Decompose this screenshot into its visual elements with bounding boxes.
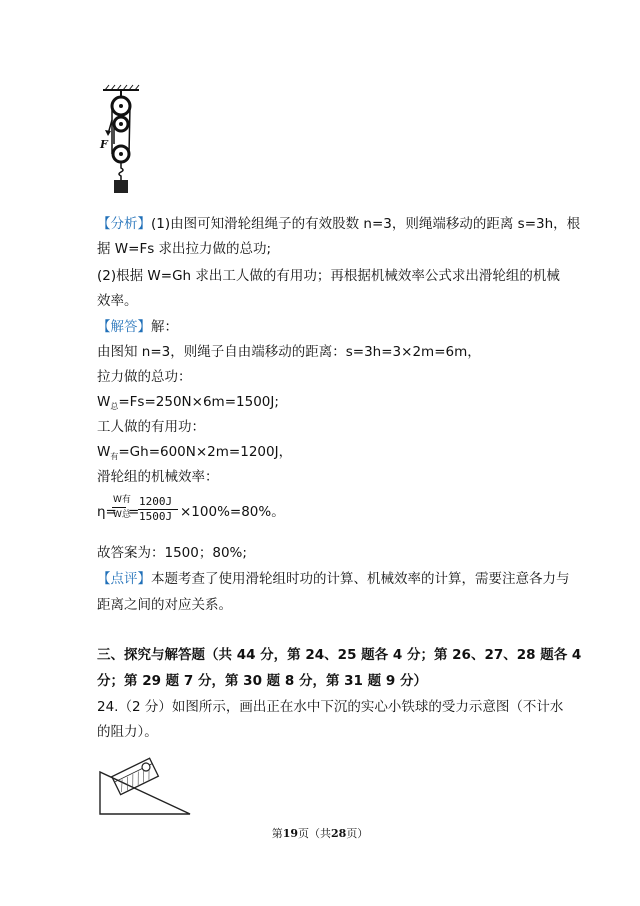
solution-header: 【解答】解： — [97, 319, 178, 335]
total-work-equation: $W_总=Fs=250N\times 6m=1500J$; — [97, 394, 279, 411]
analysis-line-1: 【分析】(1)由图可知滑轮组绳子的有效股数 n=3，则绳端移动的距离 s=3h，根 — [97, 216, 581, 232]
question-24-line-1: 24.（2 分）如图所示，画出正在水中下沉的实心小铁球的受力示意图（不计水 — [97, 699, 564, 715]
solution-line-6: 滑轮组的机械效率： — [97, 469, 219, 485]
eta-denominator: 1500J — [139, 510, 173, 523]
analysis-tag: 【分析】 — [97, 216, 151, 232]
comment-line-1: 【点评】本题考查了使用滑轮组时功的计算、机械效率的计算，需要注意各力与 — [97, 571, 570, 587]
incline-figure — [98, 752, 193, 818]
eta-numerator-symbol: W有 — [113, 495, 131, 505]
force-label: F — [100, 138, 108, 151]
analysis-line-4: 效率。 — [97, 293, 138, 309]
fraction-bar-left — [112, 507, 126, 508]
answer-line: 故答案为：1500；80%; — [97, 545, 247, 561]
solution-line-4: 工人做的有用功： — [97, 419, 205, 435]
eta-denominator-symbol: W总 — [113, 510, 131, 520]
useful-work-equation: $W_有=Gh=600N\times 2m=1200J$， — [97, 444, 293, 461]
analysis-line-3: (2)根据 W=Gh 求出工人做的有用功；再根据机械效率公式求出滑轮组的机械 — [97, 268, 560, 284]
comment-tag: 【点评】 — [97, 571, 151, 587]
solution-line-2: 拉力做的总功： — [97, 369, 192, 385]
solution-tag: 【解答】 — [97, 319, 151, 335]
section-title-line-2: 分；第 29 题 7 分，第 30 题 8 分，第 31 题 9 分） — [97, 673, 427, 689]
document-page: F 【分析】(1)由图可知滑轮组绳子的有效股数 n=3，则绳端移动的距离 s=3h，根 据 W=Fs 求出拉力做的总功; (2)根据 W=Gh 求出工人做的有用功；再根据机械效率公式求出滑轮组的机械 效率。 【解答】解： 由图知 n=3，则绳子自由端移动的距离：s=3h=3×2m=6m， 拉力做的总功： $W_总=Fs=250N\times 6m=1500J$; 工人做的有用功： $W_有=Gh=600N\times 2m=1200J$， 滑轮组的机械效率： η= W有 W总 = 1200J 1500J ×100%=80%。 故答案为：1500；80%; 【点评】本题考查了使用滑轮组时功的计算、机械效率的计算，需要注意各力与 距离之间的对应关系。 三、探究与解答题（共 44 分，第 24、25 题各 4 分；第 26、27、28 题各 4 分；第 29 题 7 分，第 30 题 8 分，第 31 题 9 分） 24.（2 分）如图所示，画出正在水中下沉的实心小铁球的受力示意图（不计水 的阻力）。 第19页（共28页） — [0, 0, 640, 906]
comment-line-2: 距离之间的对应关系。 — [97, 597, 232, 613]
question-24-line-2: 的阻力）。 — [97, 724, 158, 740]
eta-numerator: 1200J — [139, 495, 173, 508]
analysis-line-2: 据 W=Fs 求出拉力做的总功; — [97, 241, 272, 257]
page-footer: 第19页（共28页） — [271, 827, 369, 840]
page-total: 28 — [331, 827, 347, 840]
page-number: 19 — [282, 827, 298, 840]
solution-line-1: 由图知 n=3，则绳子自由端移动的距离：s=3h=3×2m=6m， — [97, 344, 481, 360]
section-title-line-1: 三、探究与解答题（共 44 分，第 24、25 题各 4 分；第 26、27、28 题各 4 — [97, 647, 582, 663]
